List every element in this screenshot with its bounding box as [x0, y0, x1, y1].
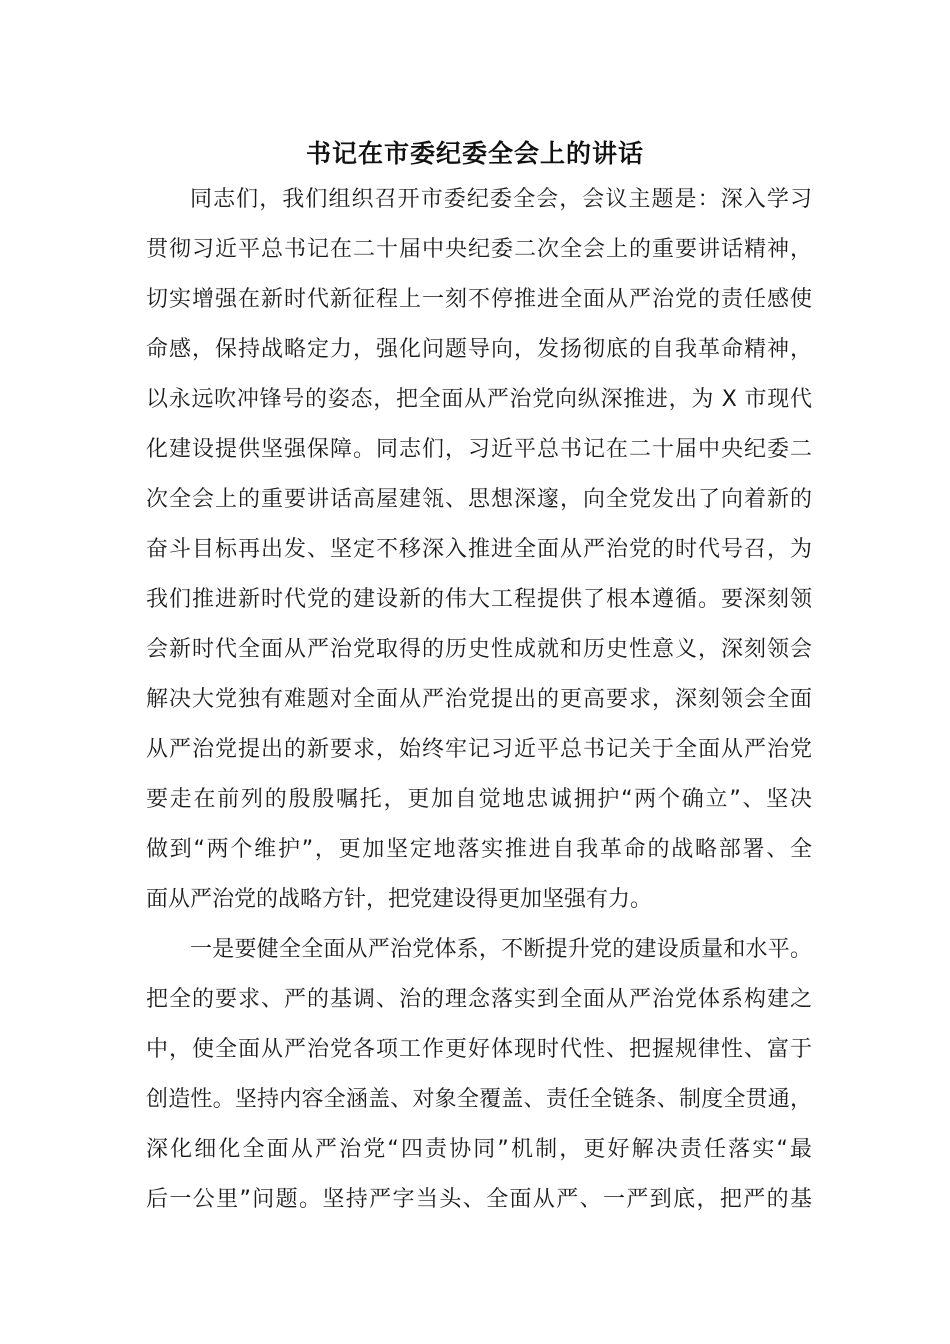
- body-line: 把全的要求、严的基调、治的理念落实到全面从严治党体系构建之: [146, 987, 812, 1012]
- body-line: 切实增强在新时代新征程上一刻不停推进全面从严治党的责任感使: [146, 287, 812, 312]
- body-line: 同志们，我们组织召开市委纪委全会，会议主题是：深入学习: [190, 187, 812, 212]
- body-line: 做到“两个维护”，更加坚定地落实推进自我革命的战略部署、全: [146, 837, 812, 862]
- body-line: 要走在前列的殷殷嘱托，更加自觉地忠诚拥护“两个确立”、坚决: [146, 787, 812, 812]
- body-line: 次全会上的重要讲话高屋建瓴、思想深邃，向全党发出了向着新的: [146, 487, 812, 512]
- document-title: 书记在市委纪委全会上的讲话: [305, 139, 644, 168]
- body-line: 以永远吹冲锋号的姿态，把全面从严治党向纵深推进，为 X 市现代: [146, 387, 812, 412]
- body-line: 中，使全面从严治党各项工作更好体现时代性、把握规律性、富于: [146, 1037, 812, 1062]
- body-line-paragraph-end: 面从严治党的战略方针，把党建设得更加坚强有力。: [146, 887, 653, 912]
- body-line: 创造性。坚持内容全涵盖、对象全覆盖、责任全链条、制度全贯通，: [146, 1087, 812, 1112]
- body-line: 深化细化全面从严治党“四责协同”机制，更好解决责任落实“最: [146, 1137, 812, 1162]
- body-line: 后一公里”问题。坚持严字当头、全面从严、一严到底，把严的基: [146, 1187, 812, 1212]
- body-line: 从严治党提出的新要求，始终牢记习近平总书记关于全面从严治党: [146, 737, 812, 762]
- body-line: 会新时代全面从严治党取得的历史性成就和历史性意义，深刻领会: [146, 637, 812, 662]
- body-line: 奋斗目标再出发、坚定不移深入推进全面从严治党的时代号召，为: [146, 537, 812, 562]
- body-line: 贯彻习近平总书记在二十届中央纪委二次全会上的重要讲话精神，: [146, 237, 812, 262]
- body-line: 命感，保持战略定力，强化问题导向，发扬彻底的自我革命精神，: [146, 337, 812, 362]
- body-line: 解决大党独有难题对全面从严治党提出的更高要求，深刻领会全面: [146, 687, 812, 712]
- body-line: 化建设提供坚强保障。同志们，习近平总书记在二十届中央纪委二: [146, 437, 812, 462]
- body-line: 我们推进新时代党的建设新的伟大工程提供了根本遵循。要深刻领: [146, 587, 812, 612]
- body-line: 一是要健全全面从严治党体系，不断提升党的建设质量和水平。: [190, 937, 812, 962]
